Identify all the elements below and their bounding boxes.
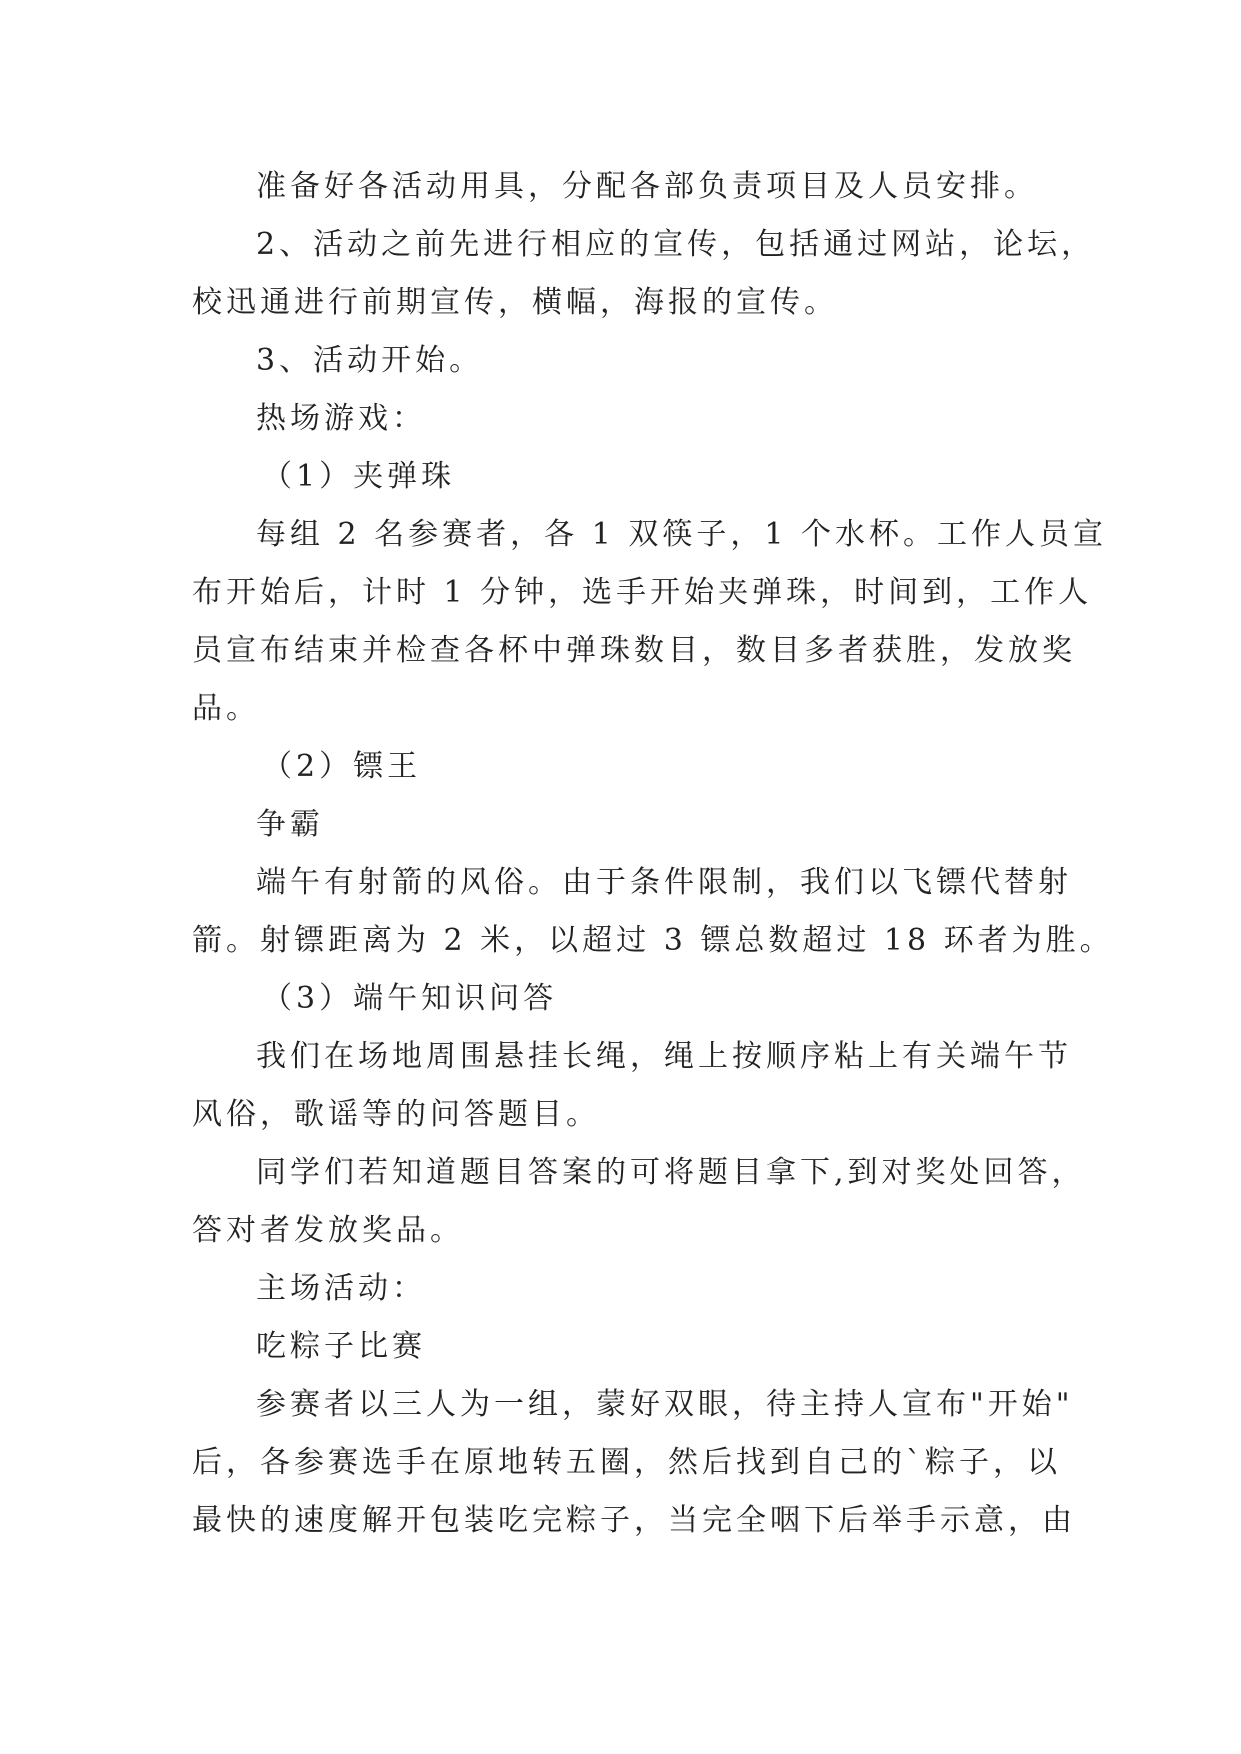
subsection-heading: （3）端午知识问答 — [262, 981, 558, 1016]
paragraph-line: 布开始后，计时 1 分钟，选手开始夹弹珠，时间到，工作人 — [192, 575, 1093, 610]
paragraph-line: 校迅通进行前期宣传，横幅，海报的宣传。 — [192, 285, 838, 320]
section-heading: 热场游戏： — [256, 401, 426, 436]
paragraph-line: 参赛者以三人为一组，蒙好双眼，待主持人宣布"开始" — [256, 1387, 1074, 1422]
section-heading: 主场活动： — [256, 1271, 426, 1306]
paragraph-line: 准备好各活动用具，分配各部负责项目及人员安排。 — [256, 169, 1038, 204]
paragraph-line: 争霸 — [256, 807, 324, 842]
paragraph-line: 员宣布结束并检查各杯中弹珠数目，数目多者获胜，发放奖 — [192, 633, 1076, 668]
subsection-heading: 吃粽子比赛 — [256, 1329, 426, 1364]
paragraph-line: 答对者发放奖品。 — [192, 1213, 464, 1248]
document-body — [192, 158, 1114, 1550]
paragraph-line: 品。 — [192, 691, 260, 726]
paragraph-line: 每组 2 名参赛者，各 1 双筷子，1 个水杯。工作人员宣 — [256, 517, 1107, 552]
paragraph-line: 最快的速度解开包装吃完粽子，当完全咽下后举手示意，由 — [192, 1503, 1076, 1538]
paragraph-line: 3、活动开始。 — [256, 343, 484, 378]
paragraph-line: 箭。射镖距离为 2 米，以超过 3 镖总数超过 18 环者为胜。 — [192, 923, 1114, 958]
paragraph-line: 风俗，歌谣等的问答题目。 — [192, 1097, 600, 1132]
subsection-heading: （2）镖王 — [262, 749, 422, 784]
paragraph-line: 端午有射箭的风俗。由于条件限制，我们以飞镖代替射 — [256, 865, 1072, 900]
paragraph-line: 2、活动之前先进行相应的宣传，包括通过网站，论坛， — [256, 227, 1096, 262]
paragraph-line: 我们在场地周围悬挂长绳，绳上按顺序粘上有关端午节 — [256, 1039, 1072, 1074]
subsection-heading: （1）夹弹珠 — [262, 459, 456, 494]
paragraph-line: 同学们若知道题目答案的可将题目拿下,到对奖处回答， — [256, 1155, 1086, 1190]
paragraph-line: 后，各参赛选手在原地转五圈，然后找到自己的`粽子，以 — [192, 1445, 1061, 1480]
